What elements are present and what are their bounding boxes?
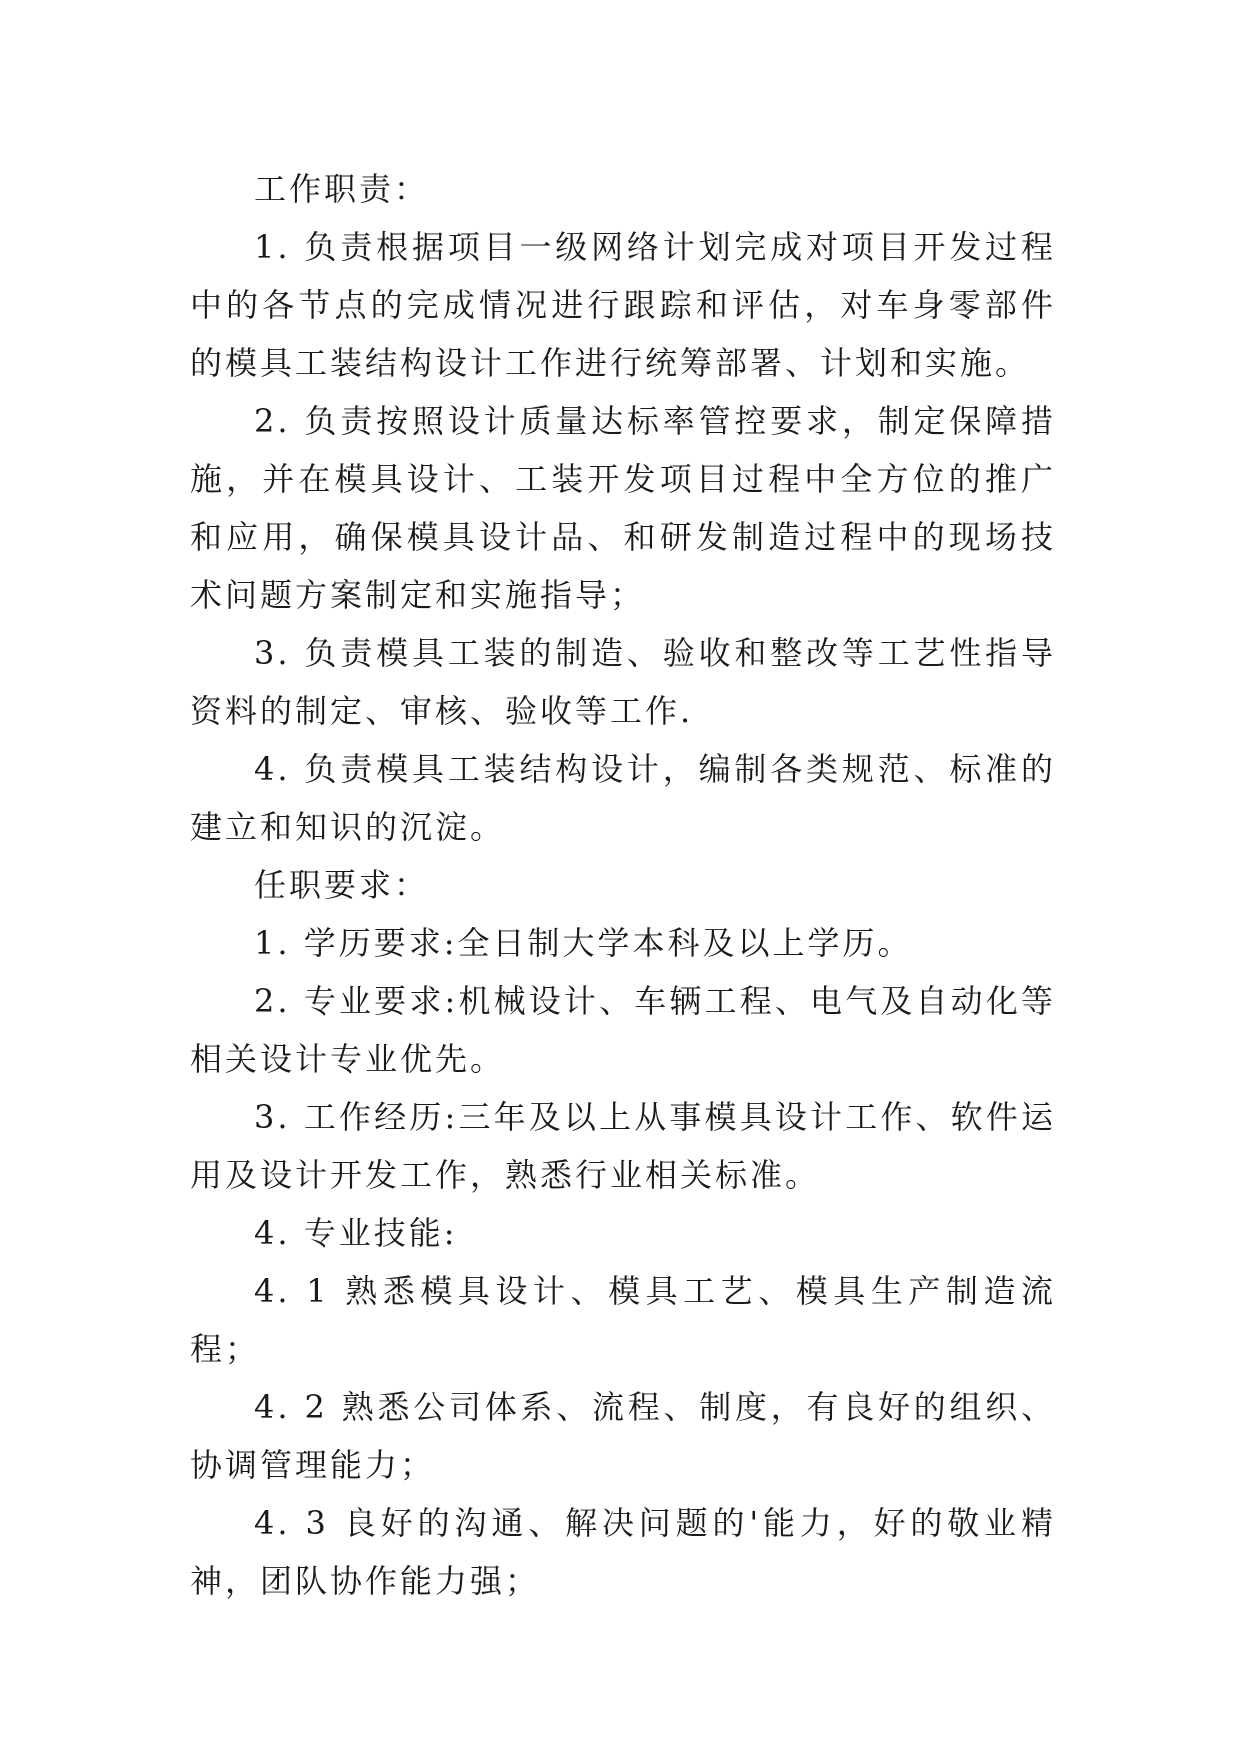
document-body	[190, 160, 1056, 1610]
heading-job-duties: 工作职责：	[254, 170, 430, 208]
requirement-skills: 4. 专业技能:	[254, 1214, 458, 1252]
duty-item-4: 4. 负责模具工装结构设计，编制各类规范、标准的建立和知识的沉淀。	[190, 750, 1056, 846]
requirement-experience: 3. 工作经历:三年及以上从事模具设计工作、软件运用及设计开发工作，熟悉行业相关标准。	[190, 1098, 1056, 1194]
requirement-education: 1. 学历要求:全日制大学本科及以上学历。	[254, 924, 913, 962]
skill-item-4-3: 4. 3 良好的沟通、解决问题的'能力，好的敬业精神，团队协作能力强；	[190, 1504, 1056, 1600]
requirement-major: 2. 专业要求:机械设计、车辆工程、电气及自动化等相关设计专业优先。	[190, 982, 1056, 1078]
duty-item-3: 3. 负责模具工装的制造、验收和整改等工艺性指导资料的制定、审核、验收等工作.	[190, 634, 1056, 730]
skill-item-4-1: 4. 1 熟悉模具设计、模具工艺、模具生产制造流程；	[190, 1272, 1056, 1368]
heading-requirements: 任职要求：	[254, 866, 430, 904]
duty-item-2: 2. 负责按照设计质量达标率管控要求，制定保障措施，并在模具设计、工装开发项目过程中全方位的推广和应用，确保模具设计品、和研发制造过程中的现场技术问题方案制定和实施指导；	[190, 402, 1056, 614]
duty-item-1: 1. 负责根据项目一级网络计划完成对项目开发过程中的各节点的完成情况进行跟踪和评估，对车身零部件的模具工装结构设计工作进行统筹部署、计划和实施。	[190, 228, 1056, 382]
skill-item-4-2: 4. 2 熟悉公司体系、流程、制度，有良好的组织、协调管理能力；	[190, 1388, 1056, 1484]
